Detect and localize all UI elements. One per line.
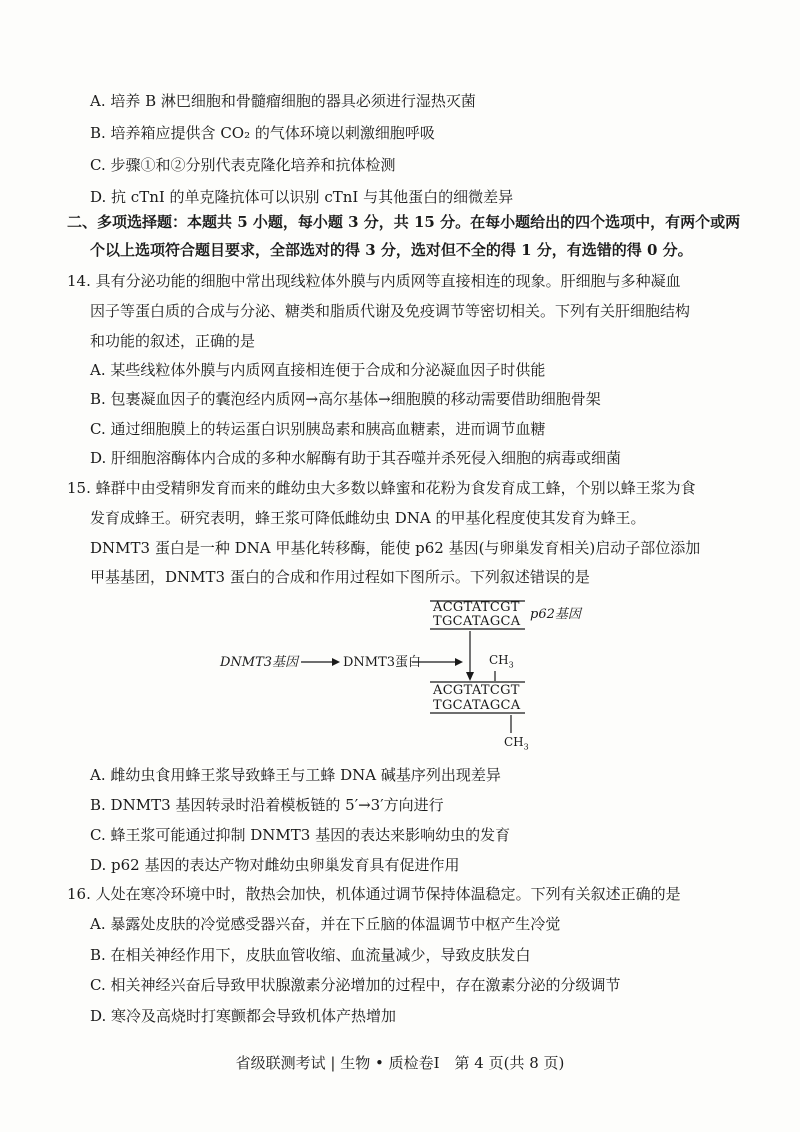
q16-option-b: B. 在相关神经作用下，皮肤血管收缩、血流量减少，导致皮肤发白 bbox=[90, 946, 531, 964]
p62-gene-label: p62基因 bbox=[530, 607, 581, 622]
q16-option-a: A. 暴露处皮肤的冷觉感受器兴奋，并在下丘脑的体温调节中枢产生冷觉 bbox=[90, 915, 561, 933]
arrowhead-protein-to-process bbox=[455, 658, 463, 666]
q16-option-d: D. 寒冷及高烧时打寒颤都会导致机体产热增加 bbox=[90, 1007, 397, 1025]
q13-option-a: A. 培养 B 淋巴细胞和骨髓瘤细胞的器具必须进行湿热灭菌 bbox=[90, 92, 476, 110]
q14-stem-line3: 和功能的叙述，正确的是 bbox=[90, 332, 256, 350]
page-footer: 省级联测考试 | 生物 • 质检卷Ⅰ 第 4 页(共 8 页) bbox=[235, 1054, 565, 1072]
top-strand-seq1: ACGTATCGT bbox=[433, 600, 520, 615]
q14-option-a: A. 某些线粒体外膜与内质网直接相连便于合成和分泌凝血因子时供能 bbox=[90, 361, 546, 379]
top-strand-seq2: TGCATAGCA bbox=[433, 614, 521, 629]
q16-option-c: C. 相关神经兴奋后导致甲状腺激素分泌增加的过程中，存在激素分泌的分级调节 bbox=[90, 976, 621, 994]
q15-stem-line1: 15. 蜂群中由受精卵发育而来的雌幼虫大多数以蜂蜜和花粉为食发育成工蜂，个别以蜂王浆为食 bbox=[67, 479, 696, 497]
q14-option-b: B. 包裹凝血因子的囊泡经内质网→高尔基体→细胞膜的移动需要借助细胞骨架 bbox=[90, 390, 601, 408]
methyl-bottom-label: $CH_3$ bbox=[504, 735, 529, 752]
bottom-strand-seq2: TGCATAGCA bbox=[433, 698, 521, 713]
q15-stem-line2: 发育成蜂王。研究表明，蜂王浆可降低雌幼虫 DNA 的甲基化程度使其发育为蜂王。 bbox=[90, 509, 646, 527]
q13-option-d: D. 抗 cTnI 的单克隆抗体可以识别 cTnI 与其他蛋白的细微差异 bbox=[90, 188, 514, 206]
q15-option-d: D. p62 基因的表达产物对雌幼虫卵巢发育具有促进作用 bbox=[90, 856, 460, 874]
q14-option-d: D. 肝细胞溶酶体内合成的多种水解酶有助于其吞噬并杀死侵入细胞的病毒或细菌 bbox=[90, 449, 622, 467]
section2-heading-line2: 个以上选项符合题目要求，全部选对的得 3 分，选对但不全的得 1 分，有选错的得 0 分。 bbox=[90, 241, 693, 259]
section2-heading-line1: 二、多项选择题：本题共 5 小题，每小题 3 分，共 15 分。在每小题给出的四个选项中，有两个或两 bbox=[67, 213, 741, 231]
q15-option-a: A. 雌幼虫食用蜂王浆导致蜂王与工蜂 DNA 碱基序列出现差异 bbox=[90, 766, 501, 784]
bottom-strand-seq1: ACGTATCGT bbox=[433, 683, 520, 698]
q14-option-c: C. 通过细胞膜上的转运蛋白识别胰岛素和胰高血糖素，进而调节血糖 bbox=[90, 420, 546, 438]
dnmt3-protein-label: DNMT3蛋白 bbox=[343, 655, 422, 670]
q13-option-b: B. 培养箱应提供含 CO₂ 的气体环境以刺激细胞呼吸 bbox=[90, 124, 435, 142]
q14-stem-line2: 因子等蛋白质的合成与分泌、糖类和脂质代谢及免疫调节等密切相关。下列有关肝细胞结构 bbox=[90, 302, 691, 320]
q15-stem-line3: DNMT3 蛋白是一种 DNA 甲基化转移酶，能使 p62 基因(与卵巢发育相关)启动子部位添加 bbox=[90, 539, 701, 557]
q15-option-b: B. DNMT3 基因转录时沿着模板链的 5′→3′方向进行 bbox=[90, 796, 444, 814]
q14-stem-line1: 14. 具有分泌功能的细胞中常出现线粒体外膜与内质网等直接相连的现象。肝细胞与多种凝血 bbox=[67, 272, 681, 290]
methyl-top-label: $CH_3$ bbox=[489, 653, 514, 670]
dnmt3-gene-label: DNMT3基因 bbox=[220, 655, 299, 670]
arrowhead-gene-to-protein bbox=[332, 658, 340, 666]
q15-option-c: C. 蜂王浆可能通过抑制 DNMT3 基因的表达来影响幼虫的发育 bbox=[90, 826, 511, 844]
q16-stem: 16. 人处在寒冷环境中时，散热会加快，机体通过调节保持体温稳定。下列有关叙述正确的是 bbox=[67, 885, 681, 903]
arrowhead-down bbox=[466, 672, 474, 681]
q15-stem-line4: 甲基基团，DNMT3 蛋白的合成和作用过程如下图所示。下列叙述错误的是 bbox=[90, 568, 590, 586]
q13-option-c: C. 步骤①和②分别代表克隆化培养和抗体检测 bbox=[90, 156, 396, 174]
